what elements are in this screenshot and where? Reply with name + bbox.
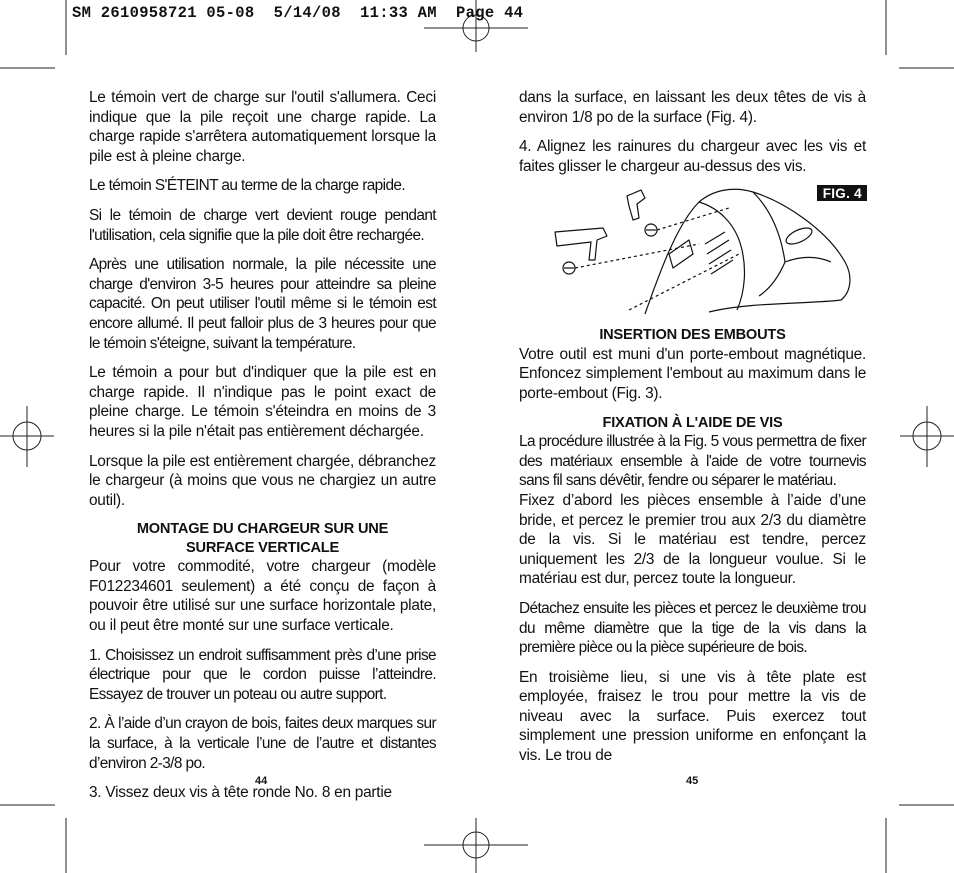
paragraph-bit-holder: Votre outil est muni d'un porte-embout magnétique. Enfoncez simplement l'embout au maximum dans le porte-embout (Fig. 3). <box>519 345 866 403</box>
heading-mount-line2: SURFACE VERTICALE <box>185 539 340 556</box>
paragraph-countersink: En troisième lieu, si une vis à tête plate est employée, fraisez le trou pour mettre la vis de niveau avec la surface. Puis exercez tout simplement une pression uniforme en enfonçant la vis. Le trou de <box>519 668 866 765</box>
figure-4 <box>519 186 866 316</box>
paragraph-charge-light: Le témoin vert de charge sur l'outil s'allumera. Ceci indique que la pile reçoit une charge rapide. La charge rapide s'arrêtera automatiquement lorsque la pile est à pleine charge. <box>89 89 436 165</box>
heading-mount-line1: MONTAGE DU CHARGEUR SUR UNE <box>136 521 389 538</box>
right-column <box>519 88 866 776</box>
page-number-left: 44 <box>255 775 268 787</box>
paragraph-step-3: 3. Vissez deux vis à tête ronde No. 8 en partie <box>89 784 392 802</box>
paragraph-step-2: 2. À l’aide d’un crayon de bois, faites deux marques sur la surface, à la verticale l’une de l’autre et distantes d’environ 2-3/8 po. <box>89 715 436 772</box>
paragraph-second-hole: Détachez ensuite les pièces et percez le deuxième trou du même diamètre que la tige de la vis dans la première pièce ou la pièce supérieure de bois. <box>519 599 866 657</box>
charger-mounting-illustration <box>549 184 859 316</box>
print-slug-header: SM 2610958721 05-08 5/14/08 11:33 AM Page 44 <box>72 4 524 22</box>
paragraph-mount-intro: Pour votre commodité, votre chargeur (modèle F012234601 seulement) a été conçu de façon à pouvoir être utilisé sur une surface horizontale plate, ou il peut être monté sur une surface verticale. <box>89 558 436 635</box>
left-column <box>89 88 436 813</box>
paragraph-clamp-drill: Fixez d’abord les pièces ensemble à l’aide d’une bride, et percez le premier trou aux 2/3 du diamètre de la vis. Si le matériau est tendre, percez uniquement les 2/3 de la longueur voulue. Si le matériau est dur, percez toute la longueur. <box>519 491 866 588</box>
figure-label: FIG. 4 <box>817 185 867 201</box>
paragraph-screw-procedure: La procédure illustrée à la Fig. 5 vous permettra de fixer des matériaux ensemble à l'aide de votre tournevis sans fil sans dévêtir, fendre ou séparer le matériau. <box>519 433 866 490</box>
page-number-right: 45 <box>686 775 699 787</box>
paragraph-unplug: Lorsque la pile est entièrement chargée, débranchez le chargeur (à moins que vous ne chargiez un autre outil). <box>89 452 436 509</box>
paragraph-light-red: Si le témoin de charge vert devient rouge pendant l'utilisation, cela signifie que la pile doit être rechargée. <box>89 206 436 244</box>
paragraph-step-1: 1. Choisissez un endroit suffisamment près d’une prise électrique pour que le cordon puisse l’atteindre. Essayez de trouver un poteau ou autre support. <box>89 646 436 703</box>
paragraph-light-off: Le témoin S'ÉTEINT au terme de la charge rapide. <box>89 177 406 195</box>
paragraph-step-3-continued: dans la surface, en laissant les deux têtes de vis à environ 1/8 po de la surface (Fig. 4). <box>519 89 866 126</box>
heading-bit-insertion: INSERTION DES EMBOUTS <box>599 327 786 344</box>
paragraph-step-4: 4. Alignez les rainures du chargeur avec les vis et faites glisser le chargeur au-dessus des vis. <box>519 138 866 175</box>
paragraph-normal-use: Après une utilisation normale, la pile nécessite une charge d'environ 3-5 heures pour atteindre sa pleine capacité. On peut utiliser l'outil même si le témoin est encore allumé. Il peut falloir plus de 3 heures pour que le témoin s'éteigne, suivant la température. <box>89 256 436 352</box>
heading-screw-fixing: FIXATION À L'AIDE DE VIS <box>602 414 783 431</box>
paragraph-light-purpose: Le témoin a pour but d'indiquer que la pile est en charge rapide. Il n'indique pas le point exact de pleine charge. Le témoin s'éteindra en moins de 3 heures si la pile n'était pas entièrement déchargée. <box>89 364 436 440</box>
